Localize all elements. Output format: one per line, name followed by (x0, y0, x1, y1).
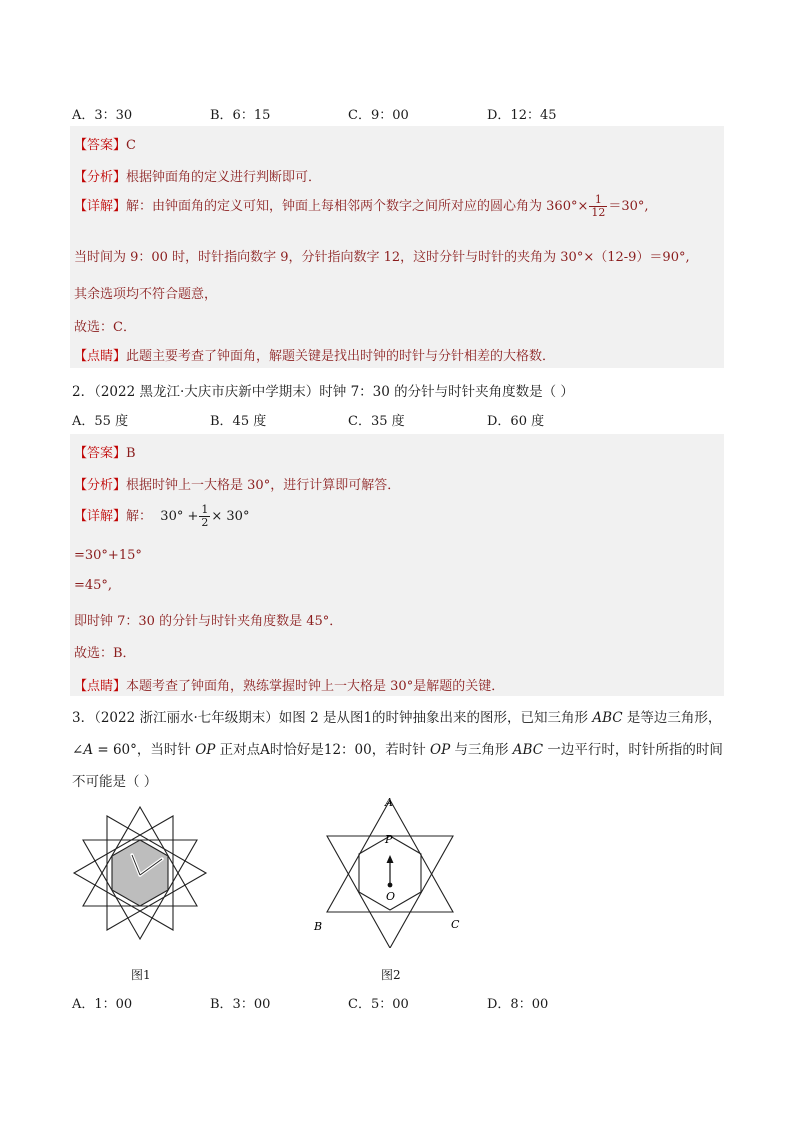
q1-answer: 【答案】C (74, 138, 136, 153)
q2-option-d: D．60 度 (487, 414, 545, 429)
label-p: P (385, 833, 393, 846)
q1-detail-line2: 当时间为 9：00 时，时针指向数字 9，分针指向数字 12，这时分针与时针的夹角为 30°×（12-9）＝90°, (74, 250, 690, 265)
q1-analysis: 【分析】根据钟面角的定义进行判断即可． (74, 170, 322, 185)
q1-comment: 【点睛】此题主要考查了钟面角，解题关键是找出时钟的时针与分针相差的大格数． (74, 349, 556, 364)
figure-2-diagram (305, 788, 475, 948)
q2-analysis: 【分析】根据时钟上一大格是 30°，进行计算即可解答． (74, 478, 401, 493)
q2-option-c: C．35 度 (348, 414, 405, 429)
q1-option-c: C．9：00 (348, 108, 409, 123)
q3-option-b: B．3：00 (210, 997, 271, 1012)
q2-fraction: $\frac{1}{2}$ (201, 503, 209, 529)
q2-detail-line2: =30°+15° (74, 548, 142, 563)
q2-detail: 【详解】解： 30° + $\frac{1}{2}$ × 30° (74, 503, 250, 529)
figure-1-caption: 图1 (131, 968, 151, 982)
q1-solution-block (70, 126, 724, 368)
q2-stem: 2．（2022 黑龙江·大庆市庆新中学期末）时钟 7：30 的分针与时针夹角度数是（ ） (72, 384, 574, 400)
q3-option-c: C．5：00 (348, 997, 409, 1012)
q3-stem-line2: ∠A = 60°，当时针 OP 正对点A时恰好是12：00，若时针 OP 与三角形 ABC 一边平行时，时针所指的时间 (72, 742, 723, 758)
q1-fraction: $\frac{1}{12}$ (591, 193, 606, 219)
q1-detail: 【详解】解：由钟面角的定义可知，钟面上每相邻两个数字之间所对应的圆心角为 360°× $\frac{1}{12}$ ＝30°, (74, 193, 649, 219)
q2-solution-block (70, 434, 724, 696)
q3-stem-line3: 不可能是（ ） (72, 774, 158, 790)
q2-answer: 【答案】B (74, 446, 136, 461)
q2-option-a: A．55 度 (72, 414, 129, 429)
label-c: C (451, 918, 460, 931)
figure-2-caption: 图2 (381, 968, 401, 982)
label-o: O (386, 890, 396, 903)
q2-detail-line3: =45°, (74, 578, 113, 593)
q2-comment: 【点睛】本题考查了钟面角，熟练掌握时钟上一大格是 30°是解题的关键． (74, 679, 505, 694)
q1-option-d: D．12：45 (487, 108, 557, 123)
q1-detail-line4: 故选：C． (74, 320, 136, 335)
label-a: A (385, 796, 393, 809)
q1-option-b: B．6：15 (210, 108, 271, 123)
q2-option-b: B．45 度 (210, 414, 267, 429)
figure-1-clock (70, 795, 210, 955)
q3-stem-line1: 3．（2022 浙江丽水·七年级期末）如图 2 是从图1的时钟抽象出来的图形，已知三角形 ABC 是等边三角形， (72, 710, 722, 726)
q3-option-a: A．1：00 (72, 997, 133, 1012)
label-b: B (314, 920, 323, 933)
q1-option-a: A．3：30 (72, 108, 133, 123)
q3-option-d: D．8：00 (487, 997, 549, 1012)
q1-detail-line3: 其余选项均不符合题意， (74, 287, 218, 302)
q2-detail-line4: 即时钟 7：30 的分针与时针夹角度数是 45°． (74, 614, 343, 629)
q2-detail-line5: 故选：B． (74, 646, 136, 661)
